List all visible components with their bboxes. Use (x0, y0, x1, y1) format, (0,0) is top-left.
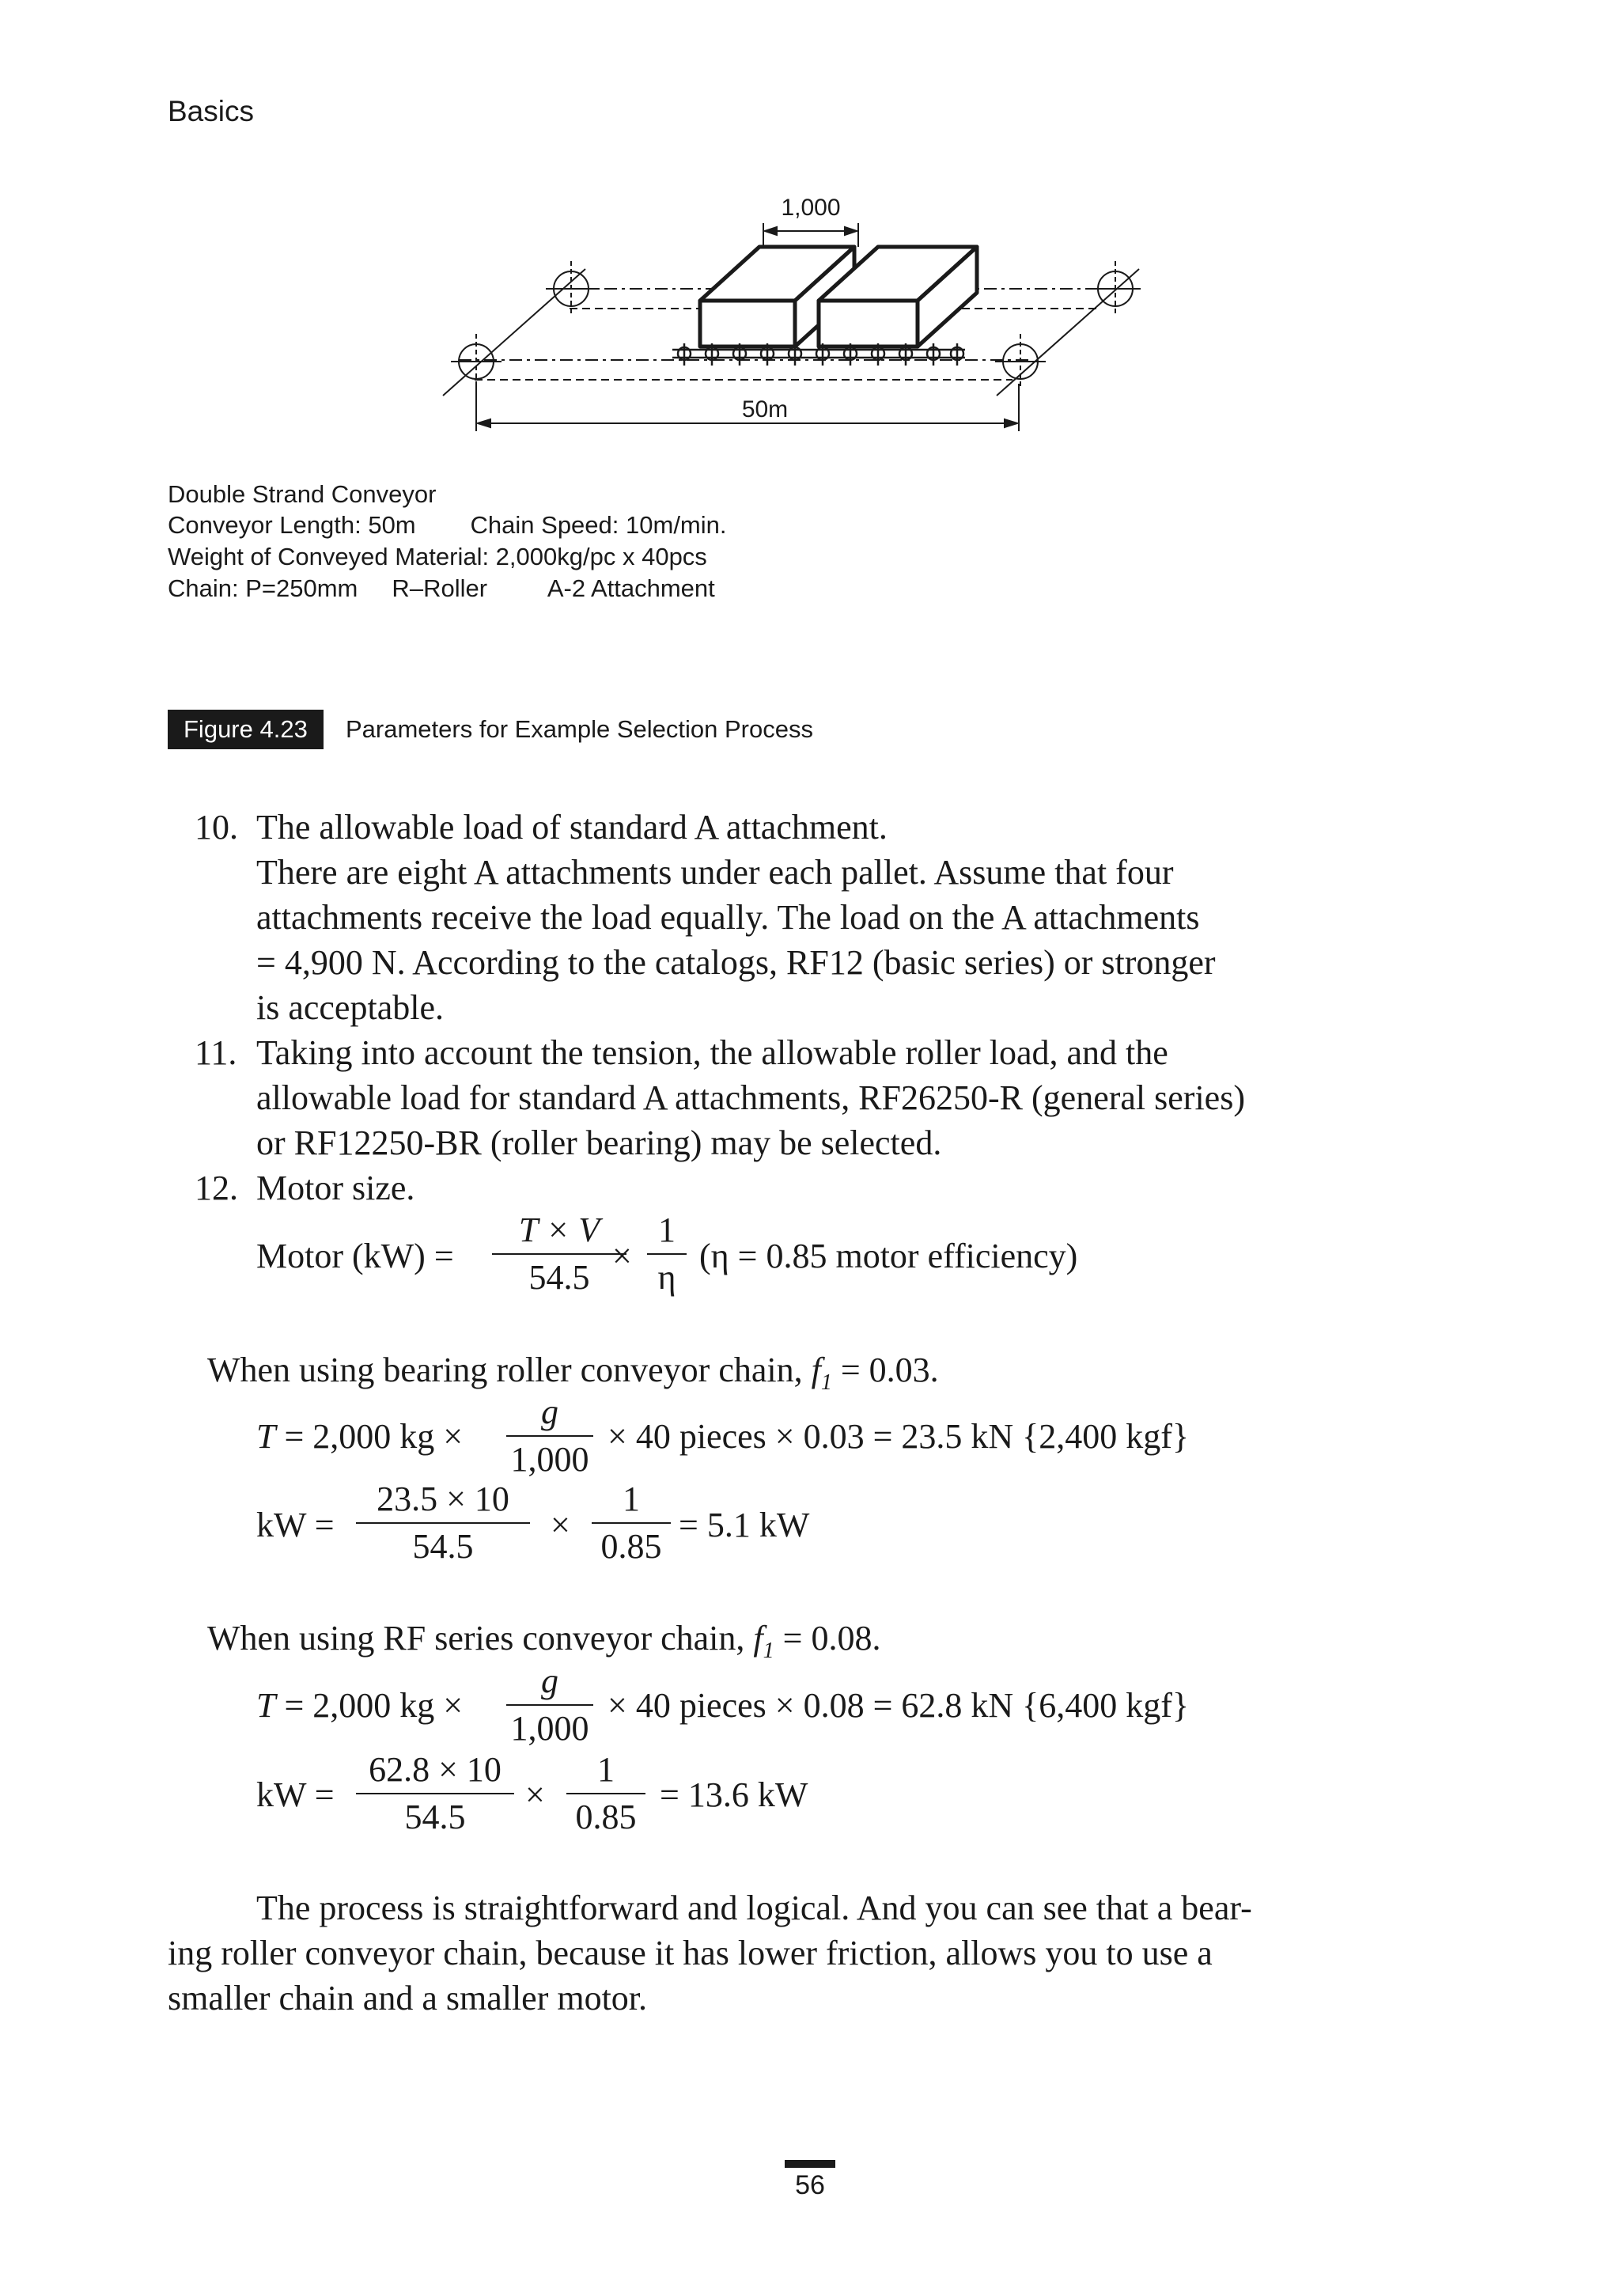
sprocket-rear-right (1090, 261, 1141, 316)
motor-fraction-1 (492, 1211, 626, 1298)
sprocket-front-right (995, 334, 1046, 389)
denominator: 54.5 (412, 1527, 474, 1566)
item-text: There are eight A attachments under each pallet. Assume that four (256, 853, 1174, 892)
denominator: 54.5 (404, 1798, 466, 1836)
kw-fraction-1 (356, 1750, 514, 1837)
tension-lhs: T = 2,000 kg × (256, 1686, 464, 1725)
item-text: or RF12250-BR (roller bearing) may be selected. (256, 1123, 942, 1162)
kw-fraction-2 (592, 1480, 671, 1567)
numerator: 1 (658, 1211, 676, 1249)
kw-result: = 13.6 kW (660, 1775, 808, 1814)
tension-fraction (506, 1661, 593, 1749)
page-number-bar (785, 2160, 835, 2168)
tension-rhs: × 40 pieces × 0.08 = 62.8 kN {6,400 kgf} (608, 1686, 1190, 1725)
denominator: 1,000 (510, 1440, 589, 1479)
spec-line: Conveyor Length: 50m Chain Speed: 10m/min. (168, 511, 727, 539)
conclusion-line: ing roller conveyor chain, because it has lower friction, allows you to use a (168, 1934, 1213, 1972)
dimension-1000-label: 1,000 (781, 195, 841, 221)
running-head: Basics (168, 95, 254, 127)
times-sign: × (525, 1775, 545, 1814)
numerator: 1 (597, 1750, 615, 1789)
page-number: 56 (795, 2170, 825, 2200)
denominator: 1,000 (510, 1709, 589, 1748)
spec-line: Chain: P=250mm R–Roller A-2 Attachment (168, 574, 715, 602)
spec-line: Double Strand Conveyor (168, 480, 437, 508)
figure-caption: Parameters for Example Selection Process (346, 715, 813, 743)
kw-lhs: kW = (256, 1506, 335, 1544)
numerator: 23.5 × 10 (377, 1480, 509, 1518)
kw-fraction-2 (566, 1750, 645, 1837)
kw-fraction-1 (356, 1480, 530, 1567)
item-text: Motor size. (256, 1169, 415, 1207)
tension-fraction (506, 1392, 593, 1480)
numerator: 1 (623, 1480, 640, 1518)
item-text: The allowable load of standard A attachment. (256, 808, 888, 847)
motor-formula-note: (η = 0.85 motor efficiency) (699, 1237, 1078, 1275)
denominator: 0.85 (575, 1798, 637, 1836)
motor-formula-lhs: Motor (kW) = (256, 1237, 454, 1275)
numerator: T × V (518, 1211, 600, 1249)
item-text: is acceptable. (256, 988, 444, 1027)
conclusion-line: smaller chain and a smaller motor. (168, 1979, 648, 2018)
motor-fraction-2 (647, 1211, 687, 1298)
tension-rhs: × 40 pieces × 0.03 = 23.5 kN {2,400 kgf} (608, 1417, 1190, 1456)
figure-label: Figure 4.23 (168, 710, 324, 749)
item-text: attachments receive the load equally. The load on the A attachments (256, 898, 1200, 937)
item-text: = 4,900 N. According to the catalogs, RF12 (basic series) or stronger (256, 943, 1216, 982)
tension-lhs: T = 2,000 kg × (256, 1417, 464, 1456)
kw-result: = 5.1 kW (679, 1506, 810, 1544)
item-number: 12. (195, 1169, 238, 1207)
case-rf-intro: When using RF series conveyor chain, $f_1 = 0.08$. (207, 1619, 881, 1663)
kw-lhs: kW = (256, 1775, 335, 1814)
numerator: g (541, 1392, 558, 1431)
times-sign: × (612, 1237, 632, 1275)
item-text: Taking into account the tension, the allowable roller load, and the (256, 1033, 1168, 1072)
numerator: g (541, 1661, 558, 1700)
times-sign: × (551, 1506, 570, 1544)
numerator: 62.8 × 10 (369, 1750, 502, 1789)
conclusion-line: The process is straightforward and logical. And you can see that a bear- (256, 1889, 1252, 1927)
item-text: allowable load for standard A attachments, RF26250-R (general series) (256, 1078, 1245, 1117)
denominator: 0.85 (600, 1527, 662, 1566)
conveyor-diagram (411, 182, 1234, 443)
denominator: 54.5 (528, 1258, 590, 1297)
item-number: 11. (195, 1033, 237, 1072)
dimension-50m-label: 50m (741, 396, 789, 422)
spec-line: Weight of Conveyed Material: 2,000kg/pc x 40pcs (168, 543, 707, 570)
item-number: 10. (195, 808, 238, 847)
dimension-1000 (763, 223, 858, 247)
denominator: η (657, 1258, 676, 1297)
case-bearing-intro: When using bearing roller conveyor chain, $f_1 = 0.03$. (207, 1351, 939, 1395)
